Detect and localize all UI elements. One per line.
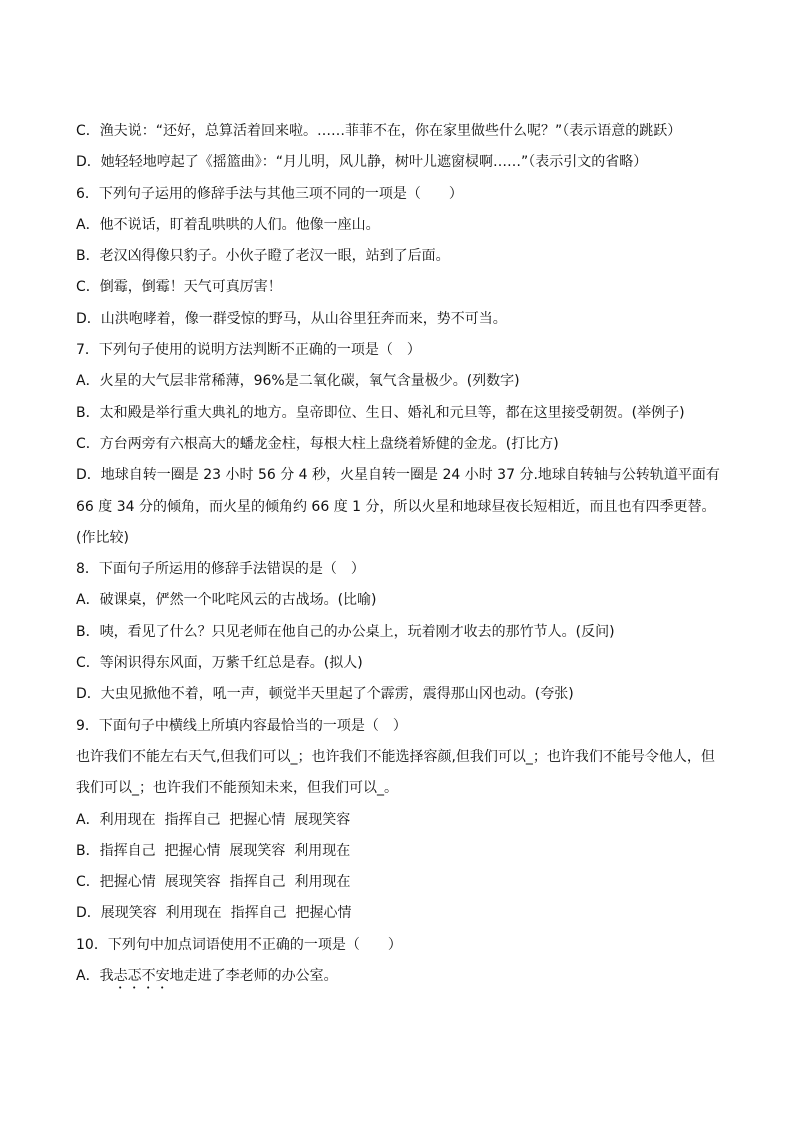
q6-option-b: B．老汉凶得像只豹子。小伙子瞪了老汉一眼，站到了后面。 xyxy=(76,248,450,265)
q6-option-d: D．山洪咆哮着，像一群受惊的野马，从山谷里狂奔而来，势不可当。 xyxy=(76,310,507,327)
q6-option-c: C．倒霉，倒霉！天气可真厉害！ xyxy=(76,279,282,296)
q7-option-a: A．火星的大气层非常稀薄，96%是二氧化碳，氧气含量极少。(列数字) xyxy=(76,373,520,390)
q9-option-c: C．把握心情 展现笑容 指挥自己 利用现在 xyxy=(76,874,351,891)
q8-option-d: D．大虫见掀他不着，吼一声，顿觉半天里起了个霹雳，震得那山冈也动。(夸张) xyxy=(76,686,574,703)
q8-option-c: C．等闲识得东风面，万紫千红总是春。(拟人) xyxy=(76,655,363,672)
q9-option-b: B．指挥自己 把握心情 展现笑容 利用现在 xyxy=(76,842,351,859)
q7-option-c: C．方台两旁有六根高大的蟠龙金柱，每根大柱上盘绕着矫健的金龙。(打比方) xyxy=(76,435,559,452)
q9-option-a: A．利用现在 指挥自己 把握心情 展现笑容 xyxy=(76,811,351,828)
q7-option-d: D．地球自转一圈是 23 小时 56 分 4 秒，火星自转一圈是 24 小时 37 分.地球自转轴与公转轨道平面有 66 度 34 分的倾角，而火星的倾角约 66 度 1 分，所以火星和地球昼夜长短相近，而且也有四季更替。(作比较) xyxy=(76,467,720,546)
q5-option-c: C．渔夫说：“还好，总算活着回来啦。……菲菲不在，你在家里做些什么呢？”（表示语意的跳跃） xyxy=(76,123,682,139)
q9-passage: 也许我们不能左右天气,但我们可以_；也许我们不能选择容颜,但我们可以_；也许我们不能号令他人，但我们可以_；也许我们不能预知未来，但我们可以_。 xyxy=(76,748,715,797)
q5-option-d: D．她轻轻地哼起了《摇篮曲》：“月儿明，风儿静，树叶儿遮窗棂啊……”（表示引文的省略） xyxy=(76,154,648,171)
q6-option-a: A．他不说话，盯着乱哄哄的人们。他像一座山。 xyxy=(76,216,380,233)
q9-stem: 9．下面句子中横线上所填内容最恰当的一项是（ ） xyxy=(76,717,407,734)
q10-dotted-word: 忐忑不安 xyxy=(113,968,170,985)
q10-option-a-prefix: A．我 xyxy=(76,968,114,985)
question-content xyxy=(76,116,726,992)
q10-stem: 10．下列句中加点词语使用不正确的一项是（ ） xyxy=(76,936,402,953)
q7-stem: 7．下列句子使用的说明方法判断不正确的一项是（ ） xyxy=(76,342,421,359)
q7-option-b: B．太和殿是举行重大典礼的地方。皇帝即位、生日、婚礼和元旦等，都在这里接受朝贺。(举例子) xyxy=(76,404,685,421)
q8-stem: 8．下面句子所运用的修辞手法错误的是（ ） xyxy=(76,561,365,578)
q8-option-b: B．咦，看见了什么？只见老师在他自己的办公桌上，玩着刚才收去的那竹节人。(反问) xyxy=(76,623,615,640)
q10-option-a xyxy=(76,961,726,992)
q9-option-d: D．展现笑容 利用现在 指挥自己 把握心情 xyxy=(76,905,352,922)
q6-stem: 6．下列句子运用的修辞手法与其他三项不同的一项是（ ） xyxy=(76,185,463,202)
q8-option-a: A．破课桌，俨然一个叱咤风云的古战场。(比喻) xyxy=(76,592,377,609)
q10-option-a-suffix: 地走进了李老师的办公室。 xyxy=(169,968,338,985)
